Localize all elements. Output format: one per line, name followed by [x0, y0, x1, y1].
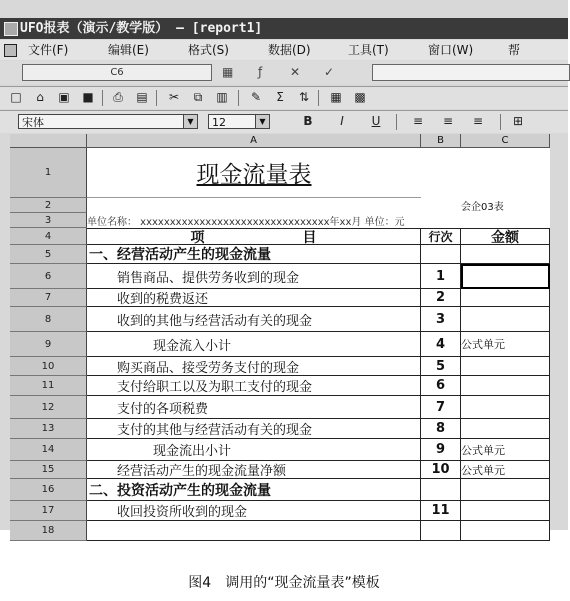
- row-header[interactable]: 4: [10, 228, 87, 245]
- menu-file[interactable]: 文件(F): [28, 43, 69, 57]
- sheet-row: [10, 396, 550, 419]
- column-header-b[interactable]: B: [421, 134, 461, 148]
- line-no-cell[interactable]: 4: [421, 332, 461, 357]
- toolbar-separator: [500, 114, 501, 130]
- amount-cell[interactable]: [461, 376, 550, 396]
- sheet-row: [10, 439, 550, 461]
- sheet-row: [10, 148, 550, 198]
- sheet-row: [10, 479, 550, 501]
- open-folder-icon[interactable]: ⌂: [36, 90, 44, 104]
- bold-icon[interactable]: B: [303, 114, 313, 128]
- item-cell[interactable]: 购买商品、接受劳务支付的现金: [87, 357, 421, 376]
- column-header-a[interactable]: A: [87, 134, 421, 148]
- line-no-cell[interactable]: [421, 521, 461, 541]
- menu-edit[interactable]: 编辑(E): [108, 43, 149, 57]
- line-no-cell[interactable]: 7: [421, 396, 461, 419]
- amount-column-header[interactable]: 金额: [461, 228, 550, 245]
- item-cell[interactable]: 销售商品、提供劳务收到的现金: [87, 264, 421, 289]
- sheet-row: [10, 501, 550, 521]
- standard-toolbar: [0, 86, 568, 109]
- line-no-cell[interactable]: 1: [421, 264, 461, 289]
- row-header[interactable]: 12: [10, 396, 87, 419]
- chevron-down-icon[interactable]: ▼: [255, 115, 269, 128]
- paste-icon[interactable]: ▥: [216, 90, 228, 104]
- formula-bar: [0, 61, 568, 84]
- row-header[interactable]: 2: [10, 198, 87, 213]
- row-header[interactable]: 8: [10, 307, 87, 332]
- line-no-cell[interactable]: 3: [421, 307, 461, 332]
- spreadsheet-grid: [10, 134, 550, 536]
- item-cell[interactable]: 收回投资所收到的现金: [87, 501, 421, 521]
- cancel-icon[interactable]: ✕: [290, 65, 301, 79]
- figure-caption: 图4 调用的“现金流量表”模板: [188, 575, 380, 591]
- cut-icon[interactable]: ✂: [168, 90, 180, 104]
- sum-icon[interactable]: Σ: [276, 90, 284, 104]
- selected-amount-cell[interactable]: [461, 264, 550, 289]
- menu-tools[interactable]: 工具(T): [348, 43, 389, 57]
- cell-c5[interactable]: [461, 245, 550, 264]
- toolbar-separator: [396, 114, 397, 130]
- amount-cell[interactable]: [461, 357, 550, 376]
- underline-icon[interactable]: U: [371, 114, 381, 128]
- item-column-header[interactable]: 项 目: [87, 228, 421, 245]
- row-header[interactable]: 18: [10, 521, 87, 541]
- sheet-row: [10, 357, 550, 376]
- row-header[interactable]: 7: [10, 289, 87, 307]
- print-icon[interactable]: ▤: [136, 90, 148, 104]
- item-cell[interactable]: 支付的各项税费: [87, 396, 421, 419]
- item-cell[interactable]: 收到的其他与经营活动有关的现金: [87, 307, 421, 332]
- align-left-icon[interactable]: ≡: [412, 114, 424, 128]
- font-size-select[interactable]: [208, 114, 270, 129]
- align-right-icon[interactable]: ≡: [472, 114, 484, 128]
- report-title-cell[interactable]: 现金流量表: [87, 148, 421, 198]
- amount-cell[interactable]: [461, 289, 550, 307]
- sheet-row: [10, 228, 550, 245]
- row-header[interactable]: 10: [10, 357, 87, 376]
- amount-cell[interactable]: [461, 396, 550, 419]
- row-header[interactable]: 16: [10, 479, 87, 501]
- font-name-value: 宋体: [22, 116, 44, 129]
- font-name-select[interactable]: [18, 114, 198, 129]
- amount-cell[interactable]: [461, 307, 550, 332]
- row-header[interactable]: 14: [10, 439, 87, 461]
- subtotal-cell[interactable]: 现金流入小计: [87, 332, 421, 357]
- menu-help[interactable]: 帮: [508, 43, 521, 57]
- line-no-cell[interactable]: 10: [421, 461, 461, 479]
- toolbar-separator: [238, 90, 239, 106]
- form-code-cell[interactable]: 会企03表: [461, 202, 504, 213]
- confirm-icon[interactable]: ✓: [324, 65, 335, 79]
- menu-bar: [0, 40, 568, 60]
- row-header[interactable]: 15: [10, 461, 87, 479]
- chevron-down-icon[interactable]: ▼: [183, 115, 197, 128]
- format-painter-icon[interactable]: ✎: [250, 90, 262, 104]
- cell-b5[interactable]: [421, 245, 461, 264]
- menu-window[interactable]: 窗口(W): [428, 43, 474, 57]
- sheet-row: [10, 461, 550, 479]
- cell-b16[interactable]: [421, 479, 461, 501]
- amount-cell[interactable]: [461, 521, 550, 541]
- sheet-row: [10, 264, 550, 289]
- row-header[interactable]: 11: [10, 376, 87, 396]
- app-icon: [4, 22, 18, 36]
- sheet-row: [10, 307, 550, 332]
- save-disk-icon[interactable]: ▣: [58, 90, 70, 104]
- merge-cells-icon[interactable]: ⊞: [512, 114, 524, 128]
- column-header-c[interactable]: C: [461, 134, 550, 148]
- net-amount-cell[interactable]: 经营活动产生的现金流量净额: [87, 461, 421, 479]
- toolbar-separator: [102, 90, 103, 106]
- window-title: UFO报表（演示/教学版） – [report1]: [20, 21, 263, 36]
- function-icon[interactable]: ƒ: [258, 65, 263, 79]
- cell-c16[interactable]: [461, 479, 550, 501]
- align-center-icon[interactable]: ≡: [442, 114, 454, 128]
- sheet-row: [10, 332, 550, 357]
- title-bar: [0, 18, 568, 39]
- grid-icon[interactable]: ▦: [330, 90, 342, 104]
- line-no-cell[interactable]: 11: [421, 501, 461, 521]
- document-icon[interactable]: [4, 44, 17, 57]
- cell-c1[interactable]: [461, 148, 550, 198]
- print-preview-icon[interactable]: ⎙: [113, 90, 123, 104]
- column-header-bar: [10, 134, 550, 148]
- select-all-corner[interactable]: [10, 134, 87, 148]
- menu-data[interactable]: 数据(D): [268, 43, 311, 57]
- section-heading-cell[interactable]: 二、投资活动产生的现金流量: [87, 479, 421, 501]
- amount-cell[interactable]: [461, 419, 550, 439]
- line-no-cell[interactable]: 2: [421, 289, 461, 307]
- italic-icon[interactable]: I: [340, 114, 344, 128]
- item-cell[interactable]: 收到的税费返还: [87, 289, 421, 307]
- formula-cell[interactable]: 公式单元: [461, 439, 550, 461]
- save-icon[interactable]: ■: [82, 90, 94, 104]
- sheet-row: [10, 198, 550, 213]
- item-cell[interactable]: 支付的其他与经营活动有关的现金: [87, 419, 421, 439]
- row-header[interactable]: 3: [10, 213, 87, 228]
- sheet-row: [10, 376, 550, 396]
- formula-cell[interactable]: 公式单元: [461, 461, 550, 479]
- copy-icon[interactable]: ⧉: [193, 90, 203, 104]
- line-no-cell[interactable]: 6: [421, 376, 461, 396]
- sheet-row: [10, 289, 550, 307]
- line-no-column-header[interactable]: 行次: [421, 228, 461, 245]
- new-file-icon[interactable]: □: [10, 90, 22, 104]
- formula-cell[interactable]: 公式单元: [461, 332, 550, 357]
- sheet-row: [10, 245, 550, 264]
- font-size-value: 12: [212, 116, 226, 129]
- table-icon[interactable]: ▩: [354, 90, 366, 104]
- sheet-row: [10, 521, 550, 541]
- row-header[interactable]: 9: [10, 332, 87, 357]
- amount-cell[interactable]: [461, 501, 550, 521]
- line-no-cell[interactable]: 5: [421, 357, 461, 376]
- section-heading-cell[interactable]: 一、经营活动产生的现金流量: [87, 245, 421, 264]
- format-toolbar: [0, 110, 568, 133]
- row-header[interactable]: 13: [10, 419, 87, 439]
- row-header[interactable]: 6: [10, 264, 87, 289]
- row-header[interactable]: 17: [10, 501, 87, 521]
- item-cell[interactable]: 支付给职工以及为职工支付的现金: [87, 376, 421, 396]
- sort-icon[interactable]: ⇅: [298, 90, 310, 104]
- row-header[interactable]: 1: [10, 148, 87, 198]
- toolbar-separator: [156, 90, 157, 106]
- line-no-cell[interactable]: 9: [421, 439, 461, 461]
- cell-reference-box[interactable]: C6: [22, 64, 212, 81]
- sheet-row: [10, 419, 550, 439]
- name-box-icon[interactable]: ▦: [222, 65, 234, 79]
- unit-name-cell[interactable]: 单位名称： xxxxxxxxxxxxxxxxxxxxxxxxxxxxxxxx年xx月 单位：元: [87, 217, 405, 228]
- item-cell[interactable]: [87, 521, 421, 541]
- toolbar-separator: [318, 90, 319, 106]
- row-header[interactable]: 5: [10, 245, 87, 264]
- menu-format[interactable]: 格式(S): [188, 43, 229, 57]
- cell-a2[interactable]: [87, 198, 421, 213]
- formula-input[interactable]: [372, 64, 570, 81]
- subtotal-cell[interactable]: 现金流出小计: [87, 439, 421, 461]
- cell-b2[interactable]: [421, 198, 461, 213]
- line-no-cell[interactable]: 8: [421, 419, 461, 439]
- cell-b1[interactable]: [421, 148, 461, 198]
